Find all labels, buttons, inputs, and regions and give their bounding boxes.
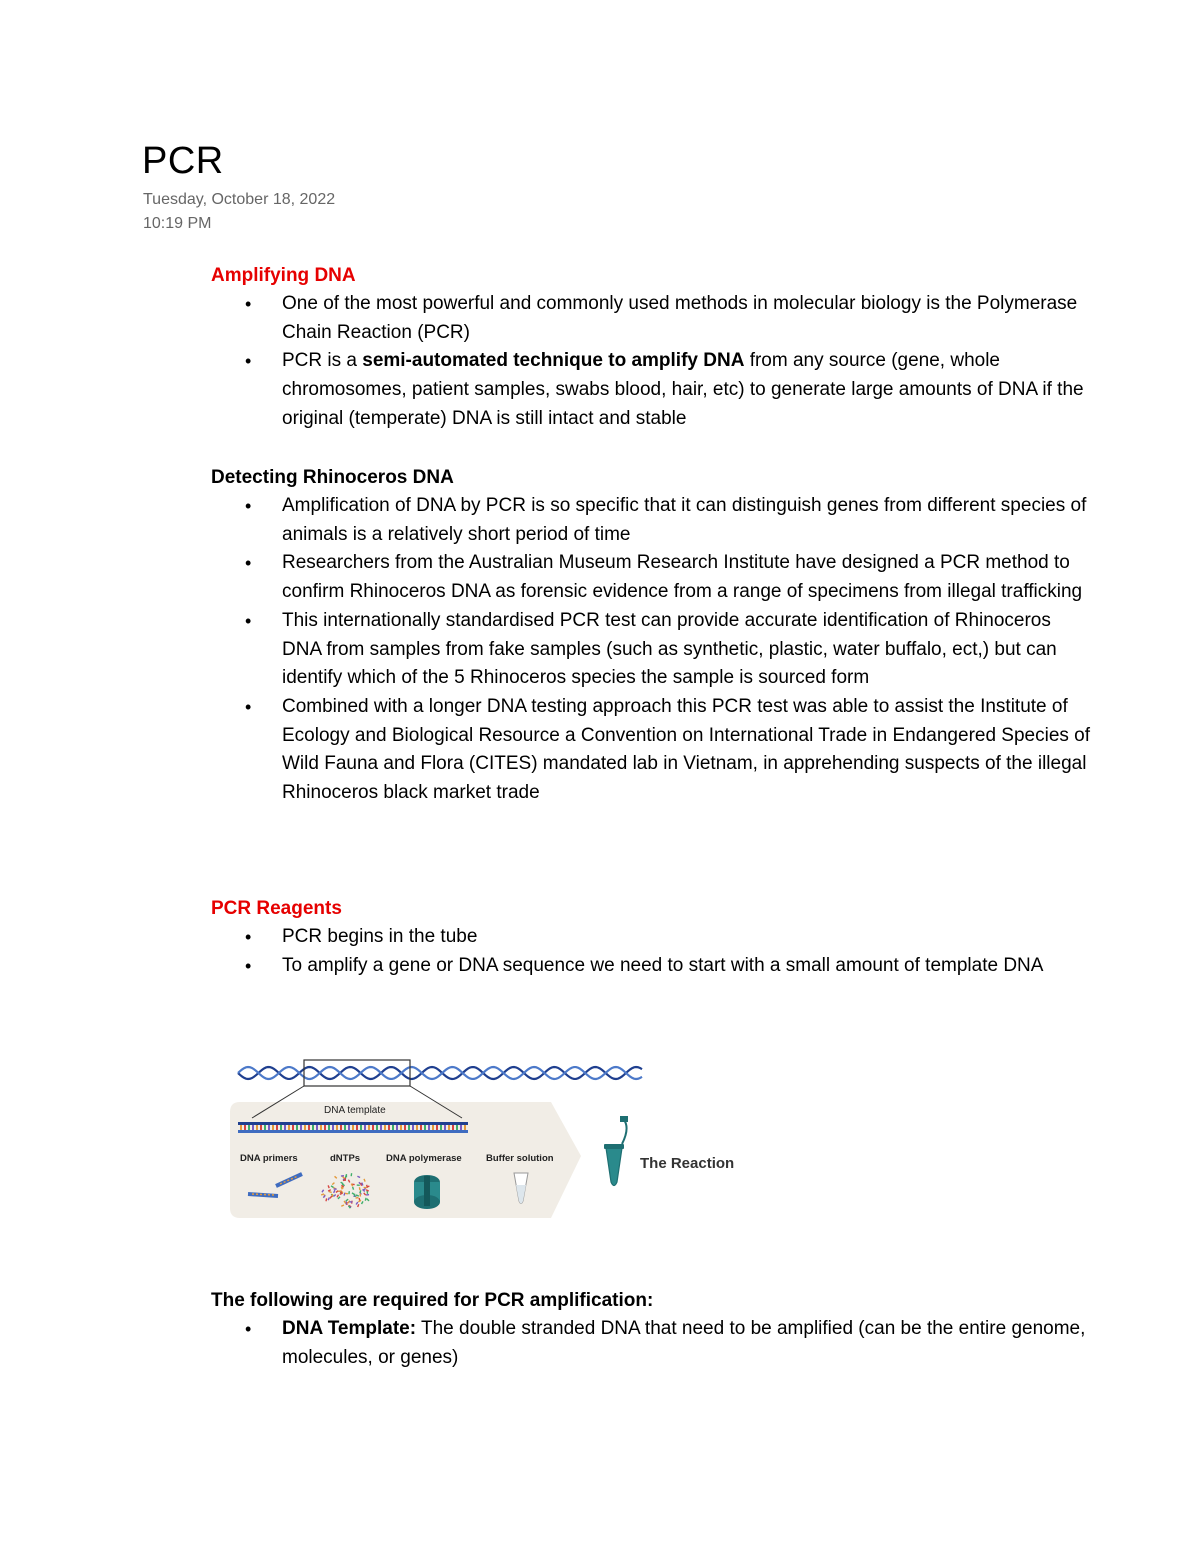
bullet-icon: • bbox=[245, 955, 252, 976]
template-base-pair bbox=[392, 1125, 394, 1130]
list-item bbox=[211, 347, 1091, 433]
template-base-pair bbox=[452, 1125, 454, 1130]
list-item bbox=[211, 952, 1091, 981]
dna-template-strands bbox=[238, 1122, 468, 1133]
template-base-pair bbox=[336, 1125, 338, 1130]
template-base-pair bbox=[324, 1125, 326, 1130]
bullet-icon: • bbox=[245, 610, 252, 631]
template-base-pair bbox=[412, 1125, 414, 1130]
template-base-pair bbox=[420, 1125, 422, 1130]
list-item-text: Combined with a longer DNA testing approach this PCR test was able to assist the Institute of Ecology and Biological Resource a Convention on International Trade in Endangered Species of Wild Fauna and Flora (CITES) mandated lab in Vietnam, in apprehending suspects of the illegal Rhinoceros black market trade bbox=[282, 695, 1091, 804]
the-reaction-label: The Reaction bbox=[640, 1155, 735, 1172]
pcr-reaction-figure bbox=[226, 1058, 766, 1228]
list-item bbox=[211, 492, 1091, 549]
template-base-pair bbox=[312, 1125, 314, 1130]
dntps-label: dNTPs bbox=[330, 1153, 361, 1164]
template-base-pair bbox=[248, 1125, 250, 1130]
template-base-pair bbox=[456, 1125, 458, 1130]
bullet-list bbox=[211, 1315, 1091, 1372]
template-base-pair bbox=[252, 1125, 254, 1130]
list-item-text: To amplify a gene or DNA sequence we need to start with a small amount of template DNA bbox=[282, 954, 1044, 976]
template-base-pair bbox=[440, 1125, 442, 1130]
template-base-pair bbox=[340, 1125, 342, 1130]
reaction-tube-icon bbox=[604, 1116, 628, 1186]
template-base-pair bbox=[308, 1125, 310, 1130]
template-base-pair bbox=[380, 1125, 382, 1130]
dntp-particle bbox=[357, 1184, 360, 1186]
bullet-list bbox=[211, 923, 1091, 980]
template-base-pair bbox=[276, 1125, 278, 1130]
template-base-pair bbox=[388, 1125, 390, 1130]
list-item-text: from any source (gene, whole chromosomes, patient samples, swabs blood, hair, etc) to generate large amounts of DNA if the original (temperate) DNA is still intact and stable bbox=[282, 350, 1084, 429]
bullet-icon: • bbox=[245, 1319, 252, 1339]
template-base-pair bbox=[404, 1125, 406, 1130]
list-item-text: This internationally standardised PCR test can provide accurate identification of Rhinoceros DNA from samples from fake samples (such as synthetic, plastic, water buffalo, ect,) but can identify which of the 5 Rhinoceros species the sample is sourced form bbox=[282, 609, 1057, 689]
section-heading: PCR Reagents bbox=[211, 898, 342, 919]
page-time: 10:19 PM bbox=[143, 215, 212, 232]
template-base-pair bbox=[300, 1125, 302, 1130]
list-item-bold-text: semi-automated technique to amplify DNA bbox=[362, 350, 745, 372]
template-base-pair bbox=[284, 1125, 286, 1130]
page-title: PCR bbox=[142, 140, 224, 182]
template-base-pair bbox=[464, 1125, 466, 1130]
list-item bbox=[211, 1315, 1091, 1372]
section-heading: Amplifying DNA bbox=[211, 265, 356, 286]
bullet-list bbox=[211, 492, 1091, 808]
bullet-icon: • bbox=[245, 553, 252, 574]
template-base-pair bbox=[368, 1125, 370, 1130]
template-base-pair bbox=[332, 1125, 334, 1130]
list-item bbox=[211, 693, 1091, 808]
list-item-bold-text: DNA Template: bbox=[282, 1318, 417, 1339]
list-item-text: One of the most powerful and commonly used methods in molecular biology is the Polymerase Chain Reaction (PCR) bbox=[282, 293, 1078, 343]
page-date: Tuesday, October 18, 2022 bbox=[143, 191, 336, 208]
dna-helix bbox=[238, 1067, 642, 1079]
section-amplifying-dna bbox=[211, 262, 1091, 434]
bullet-icon: • bbox=[245, 927, 252, 947]
template-base-pair bbox=[268, 1125, 270, 1130]
template-base-pair bbox=[280, 1125, 282, 1130]
list-item-text: Amplification of DNA by PCR is so specific that it can distinguish genes from different species of animals is a relatively short period of time bbox=[282, 495, 1087, 545]
template-base-pair bbox=[428, 1125, 430, 1130]
template-base-pair bbox=[396, 1125, 398, 1130]
section-required-for-pcr bbox=[211, 1287, 1091, 1372]
dna-polymerase-icon bbox=[414, 1175, 440, 1209]
dntp-particle bbox=[354, 1194, 356, 1197]
dntp-particle bbox=[334, 1188, 337, 1190]
template-base-pair bbox=[416, 1125, 418, 1130]
template-base-pair bbox=[288, 1125, 290, 1130]
dntp-particle bbox=[346, 1174, 347, 1177]
template-base-pair bbox=[344, 1125, 346, 1130]
section-heading: The following are required for PCR amplification: bbox=[211, 1290, 654, 1311]
template-base-pair bbox=[424, 1125, 426, 1130]
list-item-text: Researchers from the Australian Museum Research Institute have designed a PCR method to confirm Rhinoceros DNA as forensic evidence from a range of specimens from illegal trafficking bbox=[282, 552, 1083, 603]
list-item-text: The double stranded DNA that need to be amplified (can be the entire genome, molecules, or genes) bbox=[282, 1318, 1086, 1368]
bullet-icon: • bbox=[245, 696, 252, 717]
template-base-pair bbox=[292, 1125, 294, 1130]
template-base-pair bbox=[376, 1125, 378, 1130]
list-item-text: PCR is a bbox=[282, 350, 363, 372]
list-item-text: PCR begins in the tube bbox=[282, 926, 478, 947]
template-base-pair bbox=[400, 1125, 402, 1130]
template-base-pair bbox=[364, 1125, 366, 1130]
template-base-pair bbox=[260, 1125, 262, 1130]
template-base-pair bbox=[240, 1125, 242, 1130]
list-item bbox=[211, 290, 1091, 347]
pcr-diagram bbox=[226, 1058, 766, 1228]
template-base-pair bbox=[408, 1125, 410, 1130]
dna-primers-label: DNA primers bbox=[240, 1153, 298, 1164]
template-base-pair bbox=[320, 1125, 322, 1130]
list-item bbox=[211, 923, 1091, 952]
template-base-pair bbox=[360, 1125, 362, 1130]
template-base-pair bbox=[352, 1125, 354, 1130]
dntp-particle bbox=[366, 1194, 369, 1196]
dna-template-label: DNA template bbox=[324, 1105, 386, 1116]
template-base-pair bbox=[296, 1125, 298, 1130]
dna-polymerase-label: DNA polymerase bbox=[386, 1153, 462, 1164]
template-base-pair bbox=[460, 1125, 462, 1130]
template-base-pair bbox=[384, 1125, 386, 1130]
list-item bbox=[211, 607, 1091, 693]
template-base-pair bbox=[432, 1125, 434, 1130]
template-base-pair bbox=[436, 1125, 438, 1130]
template-base-pair bbox=[444, 1125, 446, 1130]
template-base-pair bbox=[264, 1125, 266, 1130]
buffer-solution-label: Buffer solution bbox=[486, 1153, 554, 1164]
template-base-pair bbox=[356, 1125, 358, 1130]
bullet-icon: • bbox=[245, 294, 252, 314]
list-item bbox=[211, 549, 1091, 606]
template-base-pair bbox=[448, 1125, 450, 1130]
section-heading: Detecting Rhinoceros DNA bbox=[211, 467, 454, 488]
template-base-pair bbox=[372, 1125, 374, 1130]
template-base-pair bbox=[272, 1125, 274, 1130]
bullet-list bbox=[211, 290, 1091, 434]
section-pcr-reagents bbox=[211, 895, 1091, 980]
bullet-icon: • bbox=[245, 351, 252, 372]
template-base-pair bbox=[304, 1125, 306, 1130]
dntp-particle bbox=[338, 1190, 341, 1192]
template-base-pair bbox=[244, 1125, 246, 1130]
template-base-pair bbox=[348, 1125, 350, 1130]
section-detecting-rhinoceros-dna bbox=[211, 464, 1091, 808]
template-base-pair bbox=[316, 1125, 318, 1130]
bullet-icon: • bbox=[245, 496, 252, 516]
template-base-pair bbox=[328, 1125, 330, 1130]
template-base-pair bbox=[256, 1125, 258, 1130]
